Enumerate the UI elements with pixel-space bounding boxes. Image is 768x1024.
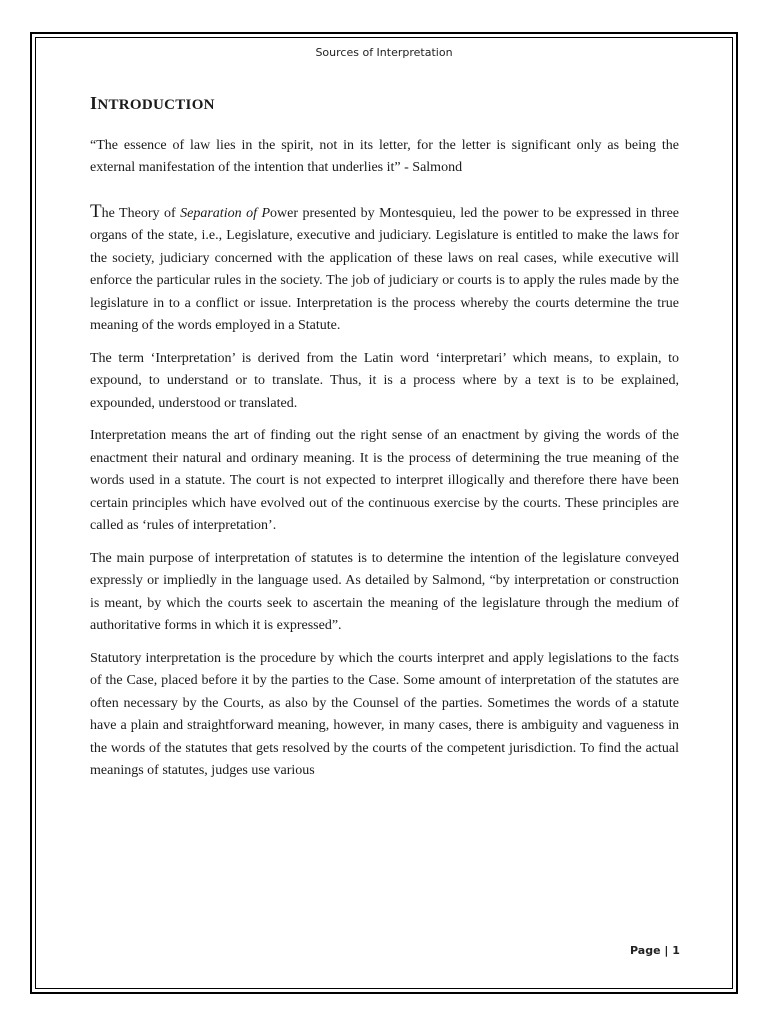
section-heading xyxy=(90,92,679,117)
paragraph-1-initial: T xyxy=(90,200,102,222)
paragraph-3: Interpretation means the art of finding out the right sense of an enactment by giving the words of the enactment their natural and ordinary meaning. It is the process of determining the true meaning of the words used in a statute. The court is not expected to interpret illogically and therefore there have been certain principles which have evolved out of the continuous exercise by the courts. These principles are called as ‘rules of interpretation’. xyxy=(90,428,679,533)
body-text xyxy=(90,92,679,793)
paragraph-4: The main purpose of interpretation of statutes is to determine the intention of the legislature conveyed expressly or impliedly in the language used. As detailed by Salmond, “by interpretation or construction is meant, by which the courts seek to ascertain the meaning of the legislature through the medium of authoritative forms in which it is expressed”. xyxy=(90,550,679,633)
paragraph-5: Statutory interpretation is the procedure by which the courts interpret and apply legislations to the facts of the Case, placed before it by the parties to the Case. Some amount of interpretation of the statutes are often necessary by the Courts, as also by the Counsel of the parties. Sometimes the words of a statute have a plain and straightforward meaning, however, in many cases, there is ambiguity and vagueness in the words of the statutes that gets resolved by the courts of the competent jurisdiction. To find the actual meanings of statutes, judges use various xyxy=(90,650,679,778)
page-number: Page | 1 xyxy=(630,944,680,957)
opening-quote: “The essence of law lies in the spirit, not in its letter, for the letter is significant only as being the external manifestation of the intention that underlies it” - Salmond xyxy=(90,137,679,175)
paragraph-1 xyxy=(90,201,679,338)
paragraph-2: The term ‘Interpretation’ is derived from the Latin word ‘interpretari’ which means, to explain, to expound, to understand or to translate. Thus, it is a process where by a text is to be explained, expounded, understood or translated. xyxy=(90,350,679,411)
paragraph-1-lead: he Theory of xyxy=(101,205,181,221)
heading-initial: I xyxy=(90,93,98,113)
page-header: Sources of Interpretation xyxy=(315,46,453,59)
paragraph-1-rest: ower presented by Montesquieu, led the power to be expressed in three organs of the state, i.e., Legislature, executive and judiciary. Legislature is entitled to make the laws for the society, judiciary concerned with the application of these laws on real cases, while executive will enforce the particular rules in the society. The job of judiciary or courts is to apply the rules made by the legislature in to a conflict or issue. Interpretation is the process whereby the courts determine the true meaning of the words employed in a Statute. xyxy=(90,205,679,333)
heading-rest: NTRODUCTION xyxy=(97,97,215,113)
paragraph-1-italic: Separation of P xyxy=(180,205,271,221)
